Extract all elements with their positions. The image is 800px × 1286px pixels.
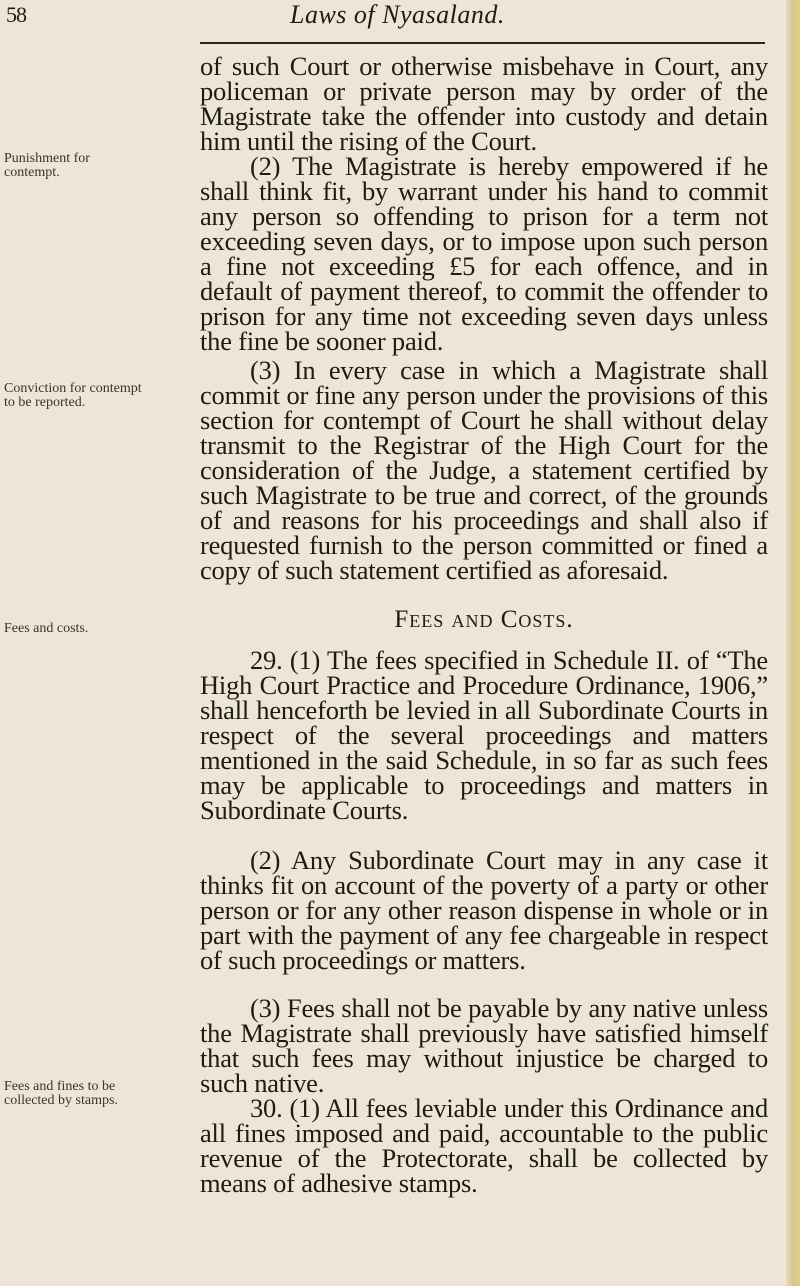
section-heading: Fees and Costs. bbox=[394, 606, 574, 633]
paragraph-text: (3) Fees shall not be payable by any native unless the Magistrate shall previously have satisfied himself that such fees may without injustice be charged to such native. bbox=[200, 993, 768, 1098]
running-title: Laws of Nyasaland. bbox=[290, 0, 505, 29]
paragraph-intro bbox=[200, 51, 768, 156]
paragraph-30-1 bbox=[200, 1093, 768, 1198]
paragraph-text: (2) The Magistrate is hereby empowered if he shall think fit, by warrant under his hand to commit any person so offending to prison for a term not exceeding seven days, or to impose upon such person a fine not exceeding £5 for each offence, and in default of payment thereof, to commit the offender to prison for any time not exceeding seven days unless the fine be sooner paid. bbox=[200, 151, 768, 356]
margin-note-stamps: Fees and fines to be collected by stamps. bbox=[4, 1079, 118, 1108]
page-number: 58 bbox=[6, 2, 26, 27]
page-edge bbox=[786, 0, 800, 1286]
paragraph-2 bbox=[200, 151, 768, 356]
margin-note-fees: Fees and costs. bbox=[4, 621, 89, 636]
margin-note-conviction: Conviction for contempt to be reported. bbox=[4, 381, 142, 410]
paragraph-text: 30. (1) All fees leviable under this Ordinance and all fines imposed and paid, accountable to the public revenue of the Protectorate, shall be collected by means of adhesive stamps. bbox=[200, 1093, 768, 1198]
paragraph-text: of such Court or otherwise misbehave in Court, any policeman or private person may by order of the Magistrate take the offender into custody and detain him until the rising of the Court. bbox=[200, 51, 768, 156]
header-rule bbox=[200, 42, 765, 44]
paragraph-text: (3) In every case in which a Magistrate shall commit or fine any person under the provisions of this section for contempt of Court he shall without delay transmit to the Registrar of the High Court for the consideration of the Judge, a statement certified by such Magistrate to be true and correct, of the grounds of and reasons for his proceedings and shall also if requested furnish to the person committed or fined a copy of such statement certified as aforesaid. bbox=[200, 355, 768, 585]
margin-note-punishment: Punishment for contempt. bbox=[4, 151, 90, 180]
paragraph-29-2 bbox=[200, 845, 768, 975]
paragraph-3 bbox=[200, 355, 768, 585]
paragraph-text: (2) Any Subordinate Court may in any case it thinks fit on account of the poverty of a party or other person or for any other reason dispense in whole or in part with the payment of any fee chargeable in respect of such proceedings or matters. bbox=[200, 845, 768, 975]
paragraph-text: 29. (1) The fees specified in Schedule II. of “The High Court Practice and Procedure Ordinance, 1906,” shall henceforth be levied in all Subordinate Courts in respect of the several proceedings and matters mentioned in the said Schedule, in so far as such fees may be applicable to proceedings and matters in Subordinate Courts. bbox=[200, 645, 768, 825]
paragraph-29-1 bbox=[200, 645, 768, 825]
paragraph-29-3 bbox=[200, 993, 768, 1098]
